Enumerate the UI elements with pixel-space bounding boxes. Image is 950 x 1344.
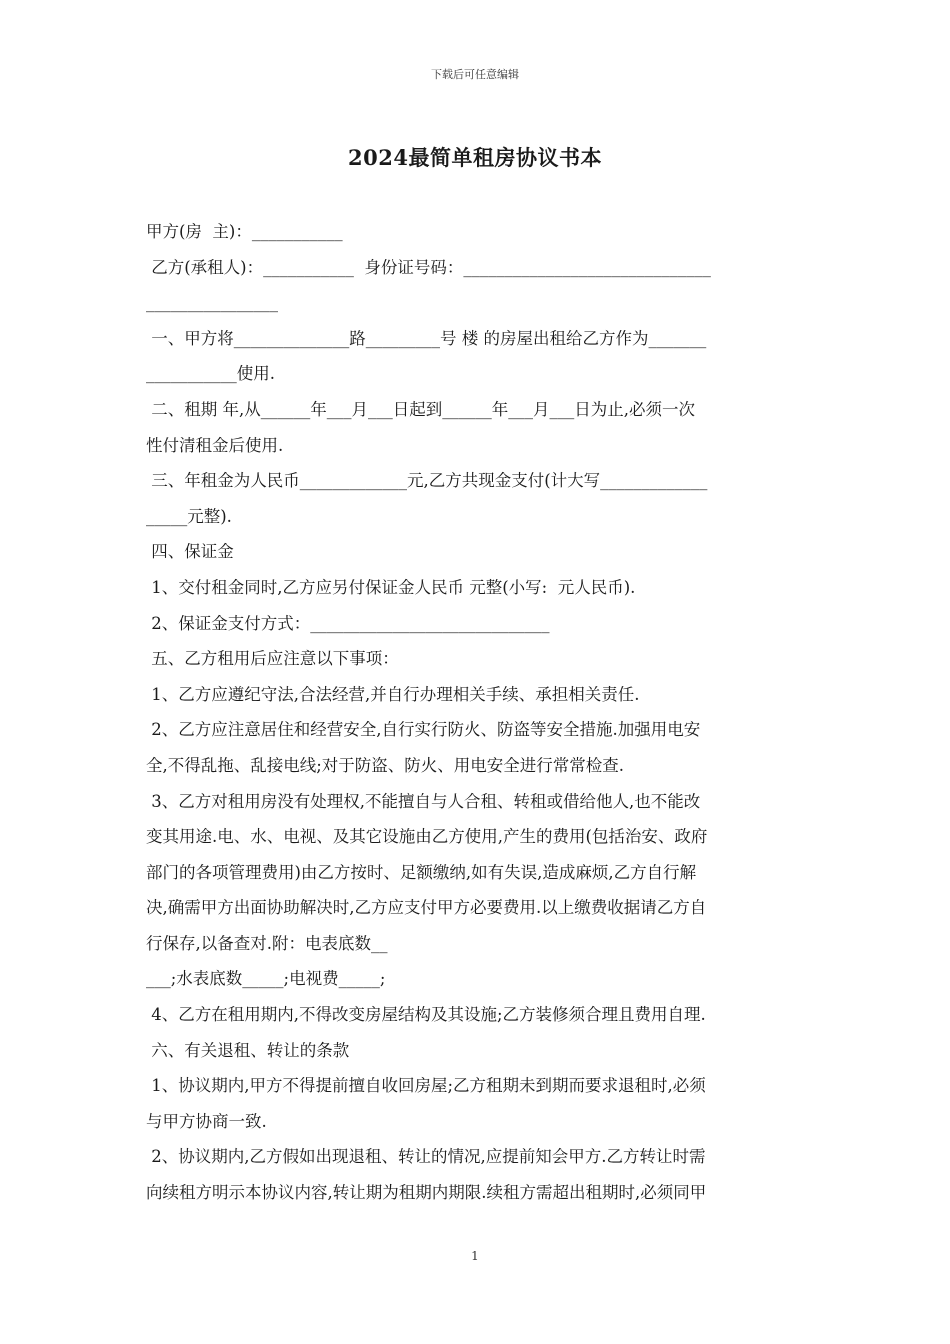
text-line: 乙方(承租人)：___________ 身份证号码：______________________________: [146, 257, 711, 277]
text-line: ________________: [146, 293, 278, 313]
text-line: 3、乙方对租用房没有处理权,不能擅自与人合租、转租或借给他人,也不能改: [146, 791, 701, 811]
text-line: 1、乙方应遵纪守法,合法经营,并自行办理相关手续、承担相关责任.: [146, 684, 640, 704]
text-line: 六、有关退租、转让的条款: [146, 1040, 350, 1060]
text-line: 四、保证金: [146, 542, 234, 562]
text-line: 2、乙方应注意居住和经营安全,自行实行防火、防盗等安全措施.加强用电安: [146, 720, 701, 740]
text-line: 全,不得乱拖、乱接电线;对于防盗、防火、用电安全进行常常检查.: [146, 755, 625, 775]
text-line: 向续租方明示本协议内容,转让期为租期内期限.续租方需超出租期时,必须同甲: [146, 1183, 707, 1203]
text-line: 三、年租金为人民币_____________元,乙方共现金支付(计大写_____________: [146, 471, 708, 491]
text-line: ___;水表底数_____;电视费_____;: [146, 969, 386, 989]
text-line: 一、甲方将______________路_________号 楼 的房屋出租给乙方作为_______: [146, 328, 707, 348]
document-body: [146, 214, 806, 1211]
text-line: 变其用途.电、水、电视、及其它设施由乙方使用,产生的费用(包括治安、政府: [146, 827, 708, 847]
page-number: 1: [471, 1249, 479, 1263]
text-line: 2、协议期内,乙方假如出现退租、转让的情况,应提前知会甲方.乙方转让时需: [146, 1147, 706, 1167]
text-line: 4、乙方在租用期内,不得改变房屋结构及其设施;乙方装修须合理且费用自理.: [146, 1005, 706, 1025]
text-line: _____元整).: [146, 506, 232, 526]
text-line: 1、协议期内,甲方不得提前擅自收回房屋;乙方租期未到期而要求退租时,必须: [146, 1076, 706, 1096]
text-line: 与甲方协商一致.: [146, 1111, 267, 1131]
text-line: 甲方(房 主)：___________: [146, 222, 343, 241]
header-note: 下载后可任意编辑: [431, 68, 519, 81]
text-line: 行保存,以备查对.附：电表底数__: [146, 933, 388, 953]
text-line: 部门的各项管理费用)由乙方按时、足额缴纳,如有失误,造成麻烦,乙方自行解: [146, 862, 697, 882]
text-line: 五、乙方租用后应注意以下事项：: [146, 649, 399, 669]
text-line: 1、交付租金同时,乙方应另付保证金人民币 元整(小写: 元人民币).: [146, 577, 636, 597]
text-line: 性付清租金后使用.: [146, 435, 284, 455]
document-title: 2024最简单租房协议书本: [348, 145, 602, 170]
text-line: ___________使用.: [146, 364, 275, 384]
text-line: 决,确需甲方出面协助解决时,乙方应支付甲方必要费用.以上缴费收据请乙方自: [146, 898, 707, 918]
text-line: 二、租期 年,从______年___月___日起到______年___月___日为止,必须一次: [146, 399, 695, 419]
text-line: 2、保证金支付方式：_____________________________: [146, 613, 550, 633]
